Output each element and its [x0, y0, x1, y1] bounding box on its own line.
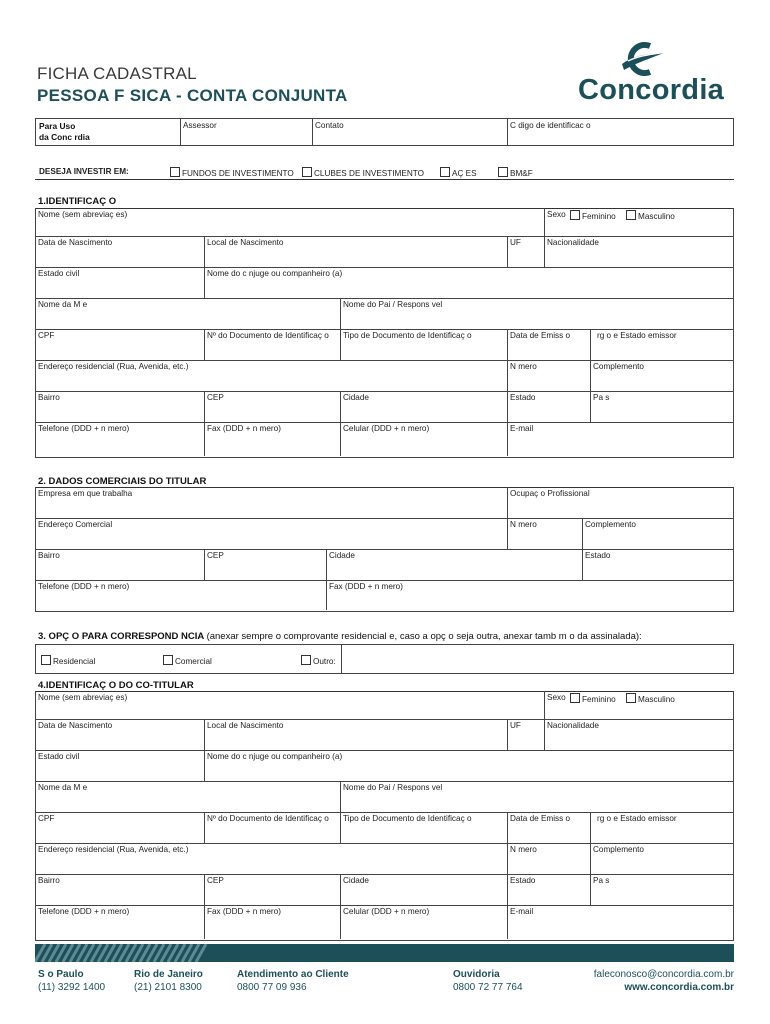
sexo-label: Sexo: [547, 210, 566, 219]
ocupacao-label: Ocupaç o Profissional: [510, 489, 590, 498]
endereco-comercial-label: Endereço Comercial: [38, 520, 113, 529]
ct-cidade-label: Cidade: [343, 876, 369, 885]
ct-num-documento-label: Nº do Documento de Identificaç o: [207, 814, 329, 823]
ct-tipo-documento-label: Tipo de Documento de Identificaç o: [343, 814, 472, 823]
nacionalidade-label: Nacionalidade: [547, 238, 599, 247]
ct-uf-field[interactable]: [507, 719, 544, 750]
estado-civil-label: Estado civil: [38, 269, 80, 278]
section1-title: 1.IDENTIFICAÇ O: [38, 196, 117, 207]
option-acoes[interactable]: AÇ ES: [440, 167, 477, 178]
ct-telefone-field[interactable]: [36, 905, 204, 939]
option-clubes[interactable]: CLUBES DE INVESTIMENTO: [302, 167, 424, 178]
section2-title: 2. DADOS COMERCIAIS DO TITULAR: [38, 476, 207, 487]
telefone-label: Telefone (DDD + n mero): [38, 424, 130, 433]
ct-estado-label: Estado: [510, 876, 536, 885]
ct-nacionalidade-label: Nacionalidade: [547, 721, 599, 730]
ct-nome-mae-label: Nome da M e: [38, 783, 88, 792]
form-title-line2: PESSOA F SICA - CONTA CONJUNTA: [37, 86, 348, 105]
cidade-comercial-field[interactable]: [326, 549, 582, 580]
fax-comercial-field[interactable]: [326, 580, 733, 610]
endereco-field[interactable]: [36, 360, 507, 391]
orgao-emissor-field[interactable]: [590, 329, 733, 360]
ct-telefone-label: Telefone (DDD + n mero): [38, 907, 130, 916]
nome-mae-label: Nome da M e: [38, 300, 88, 309]
ct-nome-label: Nome (sem abreviaç es): [38, 693, 128, 702]
ct-nacionalidade-field[interactable]: [544, 719, 733, 750]
acoes-checkbox[interactable]: [440, 167, 450, 177]
telefone-comercial-label: Telefone (DDD + n mero): [38, 582, 130, 591]
ct-sexo-masculino[interactable]: Masculino: [626, 693, 675, 704]
data-emissao-label: Data de Emiss o: [510, 331, 571, 340]
ct-nome-pai-label: Nome do Pai / Respons vel: [343, 783, 443, 792]
ct-endereco-field[interactable]: [36, 843, 507, 874]
data-nascimento-field[interactable]: [36, 236, 204, 267]
ct-fax-field[interactable]: [204, 905, 340, 939]
pais-label: Pa s: [593, 393, 610, 402]
estado-field[interactable]: [507, 391, 590, 422]
contato-label: Contato: [315, 121, 344, 130]
cpf-field[interactable]: [36, 329, 204, 360]
telefone-field[interactable]: [36, 422, 204, 456]
endereco-label: Endereço residencial (Rua, Avenida, etc.): [38, 362, 189, 371]
orgao-emissor-label: rg o e Estado emissor: [597, 331, 677, 340]
footer-site-link[interactable]: www.concordia.com.br: [624, 982, 734, 993]
ct-fax-label: Fax (DDD + n mero): [207, 907, 281, 916]
numero-label: N mero: [510, 362, 537, 371]
uso-line1: Para Uso: [39, 121, 76, 131]
section4-title: 4.IDENTIFICAÇ O DO CO-TITULAR: [38, 680, 194, 691]
ct-num-documento-field[interactable]: [204, 812, 340, 843]
ct-masculino-checkbox[interactable]: [626, 693, 636, 703]
email-field[interactable]: [507, 422, 733, 456]
ct-cep-field[interactable]: [204, 874, 340, 905]
footer-rj-city: Rio de Janeiro: [134, 969, 203, 980]
section2-grid: [35, 487, 734, 612]
footer-sp-phone: (11) 3292 1400: [38, 982, 106, 993]
bmf-checkbox[interactable]: [498, 167, 508, 177]
ct-bairro-field[interactable]: [36, 874, 204, 905]
sexo-field: [544, 208, 733, 236]
sexo-feminino[interactable]: Feminino: [570, 210, 616, 221]
estado-civil-field[interactable]: [36, 267, 204, 298]
ct-estado-civil-label: Estado civil: [38, 752, 80, 761]
divider: [35, 179, 734, 180]
pais-field[interactable]: [590, 391, 733, 422]
complemento-label: Complemento: [593, 362, 644, 371]
clubes-checkbox[interactable]: [302, 167, 312, 177]
bairro-label: Bairro: [38, 393, 60, 402]
feminino-checkbox[interactable]: [570, 210, 580, 220]
footer-atend-label: Atendimento ao Cliente: [237, 969, 349, 980]
ct-numero-label: N mero: [510, 845, 537, 854]
cidade-label: Cidade: [343, 393, 369, 402]
local-nascimento-field[interactable]: [204, 236, 507, 267]
assessor-label: Assessor: [183, 121, 217, 130]
ct-complemento-field[interactable]: [590, 843, 733, 874]
numero-field[interactable]: [507, 360, 590, 391]
ct-email-label: E-mail: [510, 907, 534, 916]
ct-estado-field[interactable]: [507, 874, 590, 905]
option-bmf[interactable]: BM&F: [498, 167, 533, 178]
residencial-checkbox[interactable]: [41, 655, 51, 665]
complemento-field[interactable]: [590, 360, 733, 391]
ct-cpf-label: CPF: [38, 814, 55, 823]
footer-email-link[interactable]: faleconosco@concordia.com.br: [593, 969, 734, 980]
ct-sexo-label: Sexo: [547, 693, 566, 702]
uf-label: UF: [510, 238, 521, 247]
ct-feminino-checkbox[interactable]: [570, 693, 580, 703]
empresa-field[interactable]: [36, 487, 507, 518]
footer-ouvidoria: [453, 969, 523, 993]
data-emissao-field[interactable]: [507, 329, 590, 360]
fax-label: Fax (DDD + n mero): [207, 424, 281, 433]
ct-local-nascimento-field[interactable]: [204, 719, 507, 750]
cidade-field[interactable]: [340, 391, 507, 422]
nome-field[interactable]: [36, 208, 544, 236]
ct-bairro-label: Bairro: [38, 876, 60, 885]
ct-celular-field[interactable]: [340, 905, 507, 939]
bairro-comercial-field[interactable]: [36, 549, 204, 580]
ct-data-emissao-label: Data de Emiss o: [510, 814, 571, 823]
option-fundos[interactable]: FUNDOS DE INVESTIMENTO: [170, 167, 294, 178]
ct-data-nascimento-field[interactable]: [36, 719, 204, 750]
ct-data-nascimento-label: Data de Nascimento: [38, 721, 113, 730]
ct-local-nascimento-label: Local de Nascimento: [207, 721, 284, 730]
ct-sexo-field: [544, 691, 733, 719]
bairro-field[interactable]: [36, 391, 204, 422]
footer-rio: [134, 969, 203, 993]
bairro-comercial-label: Bairro: [38, 551, 60, 560]
footer-ouv-label: Ouvidoria: [453, 969, 500, 980]
uf-field[interactable]: [507, 236, 544, 267]
nacionalidade-field[interactable]: [544, 236, 733, 267]
ct-uf-label: UF: [510, 721, 521, 730]
section1-grid: [35, 208, 734, 458]
ct-nome-field[interactable]: [36, 691, 544, 719]
cidade-comercial-label: Cidade: [329, 551, 355, 560]
contato-field[interactable]: [312, 119, 507, 145]
footer-ouv-phone: 0800 72 77 764: [453, 982, 523, 993]
option-comercial[interactable]: Comercial: [163, 655, 212, 666]
codigo-field[interactable]: [507, 119, 733, 145]
fax-comercial-label: Fax (DDD + n mero): [329, 582, 403, 591]
ct-orgao-emissor-label: rg o e Estado emissor: [597, 814, 677, 823]
nome-pai-field[interactable]: [340, 298, 733, 329]
ct-cpf-field[interactable]: [36, 812, 204, 843]
footer-band: [35, 944, 734, 962]
ct-tipo-documento-field[interactable]: [340, 812, 507, 843]
complemento-comercial-label: Complemento: [585, 520, 636, 529]
empresa-label: Empresa em que trabalha: [38, 489, 133, 498]
footer-sao-paulo: [38, 969, 105, 993]
ct-orgao-emissor-field[interactable]: [590, 812, 733, 843]
ct-celular-label: Celular (DDD + n mero): [343, 907, 430, 916]
cep-field[interactable]: [204, 391, 340, 422]
footer-rj-phone: (21) 2101 8300: [134, 982, 202, 993]
comercial-checkbox[interactable]: [163, 655, 173, 665]
estado-label: Estado: [510, 393, 536, 402]
ct-conjuge-field[interactable]: [204, 750, 733, 781]
ct-conjuge-label: Nome do c njuge ou companheiro (a): [207, 752, 343, 761]
footer-atendimento: [237, 969, 349, 993]
outro-field-divider: [341, 645, 342, 673]
section4-grid: [35, 691, 734, 941]
data-nascimento-label: Data de Nascimento: [38, 238, 113, 247]
nome-mae-field[interactable]: [36, 298, 340, 329]
section3-grid: [35, 644, 734, 674]
ct-data-emissao-field[interactable]: [507, 812, 590, 843]
top-info-grid: [35, 118, 734, 146]
ct-cep-label: CEP: [207, 876, 224, 885]
assessor-field[interactable]: [180, 119, 312, 145]
telefone-comercial-field[interactable]: [36, 580, 326, 610]
tipo-documento-field[interactable]: [340, 329, 507, 360]
footer-sp-city: S o Paulo: [38, 969, 84, 980]
concordia-c-swoosh-icon: [618, 42, 668, 76]
celular-label: Celular (DDD + n mero): [343, 424, 430, 433]
cep-label: CEP: [207, 393, 224, 402]
option-outro[interactable]: Outro:: [301, 655, 336, 666]
ct-nome-pai-field[interactable]: [340, 781, 733, 812]
footer-atend-phone: 0800 77 09 936: [237, 982, 307, 993]
conjuge-label: Nome do c njuge ou companheiro (a): [207, 269, 343, 278]
option-residencial[interactable]: Residencial: [41, 655, 95, 666]
ct-nome-mae-field[interactable]: [36, 781, 340, 812]
complemento-comercial-field[interactable]: [582, 518, 733, 549]
footer-contact: [594, 969, 734, 993]
tipo-documento-label: Tipo de Documento de Identificaç o: [343, 331, 472, 340]
ct-pais-field[interactable]: [590, 874, 733, 905]
section3-title: 3. OPÇ O PARA CORRESPOND NCIA (anexar sempre o comprovante residencial e, caso a opç o seja outra, anexar tamb m o da assinalada):: [38, 631, 642, 642]
celular-field[interactable]: [340, 422, 507, 456]
endereco-comercial-field[interactable]: [36, 518, 507, 549]
section3-note: (anexar sempre o comprovante residencial e, caso a opç o seja outra, anexar tamb m o da assinalada):: [206, 631, 642, 642]
ct-pais-label: Pa s: [593, 876, 610, 885]
ct-numero-field[interactable]: [507, 843, 590, 874]
masculino-checkbox[interactable]: [626, 210, 636, 220]
ct-sexo-feminino[interactable]: Feminino: [570, 693, 616, 704]
deseja-investir-label: DESEJA INVESTIR EM:: [39, 167, 129, 176]
codigo-label: C digo de identificac o: [510, 121, 591, 130]
ct-endereco-label: Endereço residencial (Rua, Avenida, etc.): [38, 845, 189, 854]
conjuge-field[interactable]: [204, 267, 733, 298]
numero-comercial-label: N mero: [510, 520, 537, 529]
estado-comercial-label: Estado: [585, 551, 611, 560]
num-documento-field[interactable]: [204, 329, 340, 360]
nome-label: Nome (sem abreviaç es): [38, 210, 128, 219]
estado-comercial-field[interactable]: [582, 549, 733, 580]
nome-pai-label: Nome do Pai / Respons vel: [343, 300, 443, 309]
outro-checkbox[interactable]: [301, 655, 311, 665]
cpf-label: CPF: [38, 331, 55, 340]
fax-field[interactable]: [204, 422, 340, 456]
ct-email-field[interactable]: [507, 905, 733, 939]
sexo-masculino[interactable]: Masculino: [626, 210, 675, 221]
ct-cidade-field[interactable]: [340, 874, 507, 905]
cep-comercial-field[interactable]: [204, 549, 326, 580]
ocupacao-field[interactable]: [507, 487, 733, 518]
fundos-checkbox[interactable]: [170, 167, 180, 177]
cep-comercial-label: CEP: [207, 551, 224, 560]
ct-estado-civil-field[interactable]: [36, 750, 204, 781]
num-documento-label: Nº do Documento de Identificaç o: [207, 331, 329, 340]
numero-comercial-field[interactable]: [507, 518, 582, 549]
uso-cell[interactable]: [36, 119, 180, 145]
form-title-line1: FICHA CADASTRAL: [37, 64, 197, 83]
email-label: E-mail: [510, 424, 534, 433]
footer-stripe-pattern: [35, 944, 734, 962]
concordia-logo-text: Concordia: [578, 74, 725, 106]
local-nascimento-label: Local de Nascimento: [207, 238, 284, 247]
uso-line2: da Conc rdia: [39, 132, 90, 142]
ct-complemento-label: Complemento: [593, 845, 644, 854]
